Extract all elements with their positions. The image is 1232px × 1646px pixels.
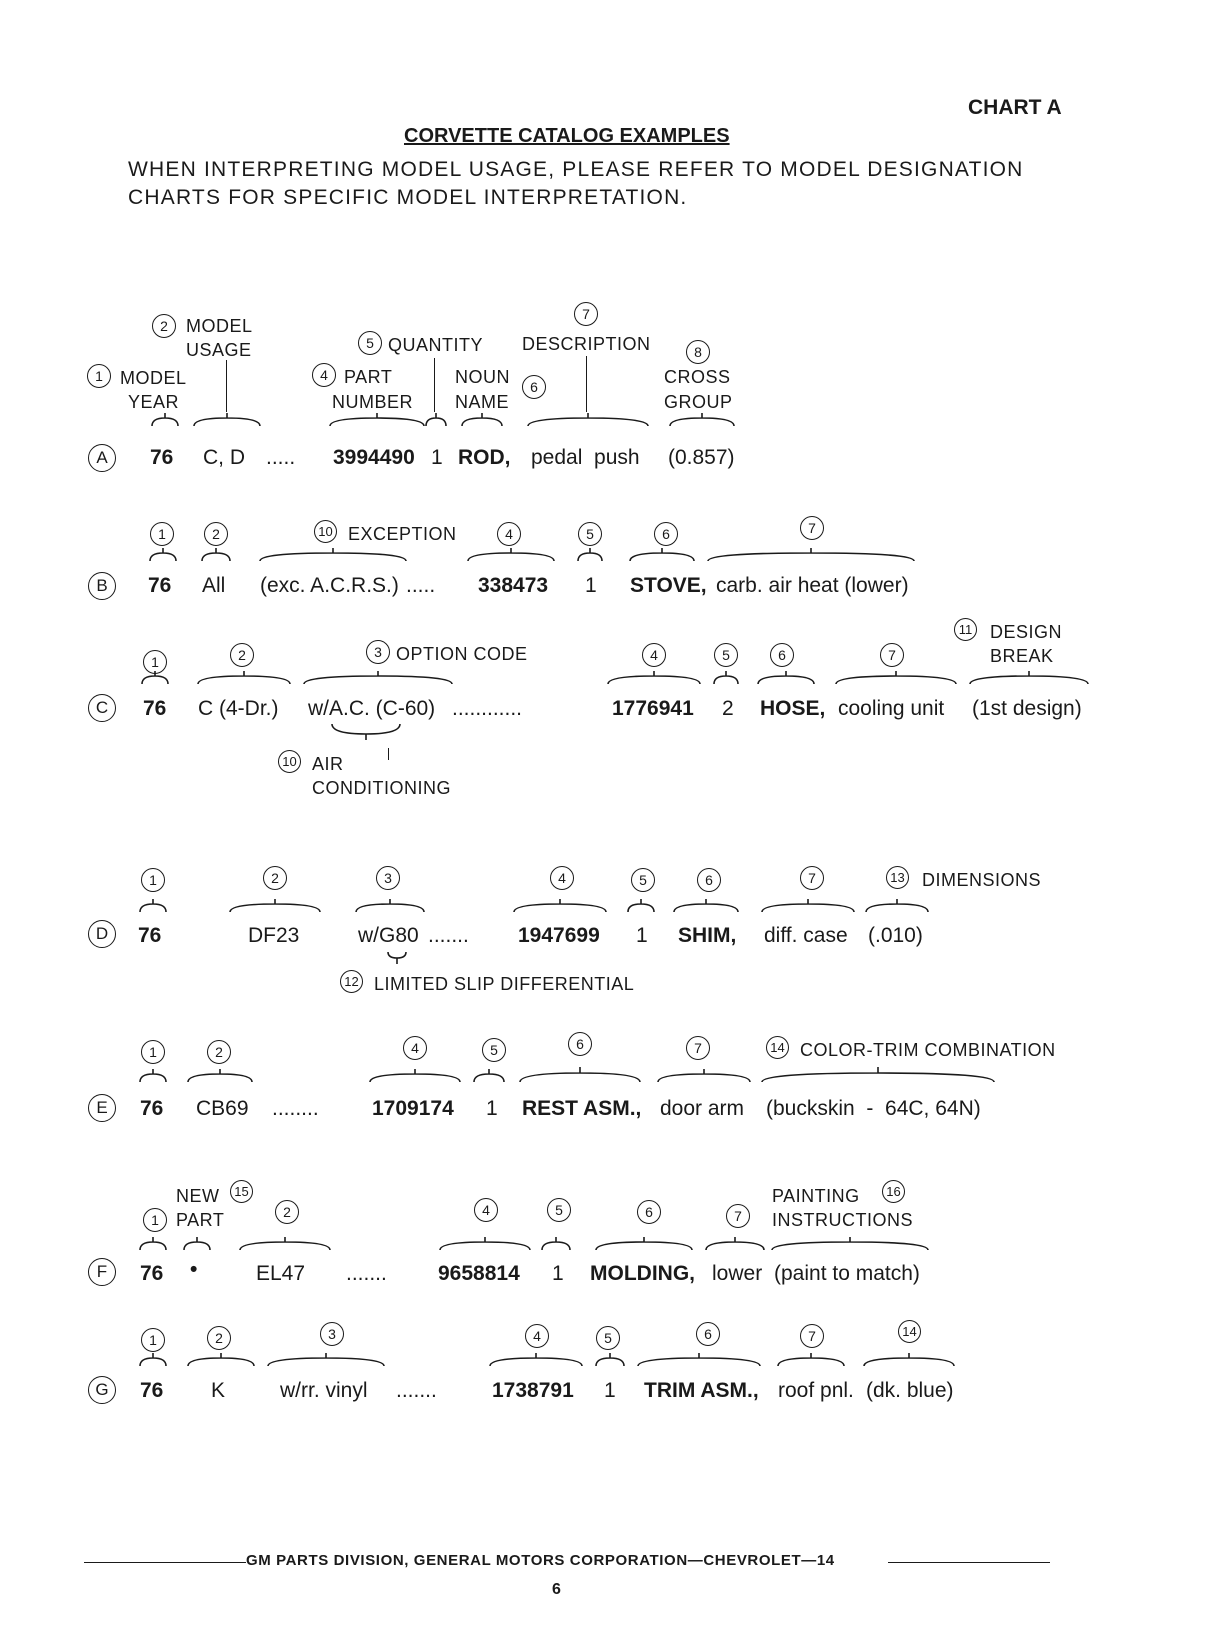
part-number: 1709174: [372, 1097, 454, 1120]
quantity: 1: [486, 1097, 498, 1120]
label-cross-group-2: GROUP: [664, 392, 733, 412]
leader-dots: .......: [396, 1379, 437, 1402]
brace: [196, 670, 292, 686]
brace: [712, 670, 740, 686]
callout-2: 2: [204, 522, 228, 546]
callout-7: 7: [880, 643, 904, 667]
label-quantity: QUANTITY: [388, 335, 484, 355]
callout-10: 10: [314, 520, 337, 543]
brace: [968, 670, 1090, 686]
label-option-code: OPTION CODE: [396, 644, 528, 664]
model-usage: CB69: [196, 1097, 249, 1120]
callout-4: 4: [403, 1036, 427, 1060]
brace: [576, 547, 604, 563]
brace: [756, 670, 816, 686]
callout-1: 1: [143, 650, 167, 674]
callout-16: 16: [882, 1180, 905, 1203]
callout-7: 7: [800, 516, 824, 540]
label-new-part-2: PART: [176, 1210, 225, 1230]
brace: [526, 412, 650, 428]
label-painting-1: PAINTING: [772, 1186, 860, 1206]
brace: [182, 1236, 212, 1252]
callout-4: 4: [312, 363, 336, 387]
brace: [594, 1352, 626, 1368]
model-usage: DF23: [248, 924, 300, 947]
part-number: 338473: [478, 574, 549, 597]
model-year: 76: [150, 446, 174, 469]
brace: [386, 950, 408, 968]
callout-6: 6: [654, 522, 678, 546]
part-number: 1738791: [492, 1379, 574, 1402]
callout-12: 12: [340, 970, 363, 993]
callout-10: 10: [278, 750, 301, 773]
label-noun-name-1: NOUN: [455, 367, 510, 387]
brace: [238, 1236, 332, 1252]
brace: [424, 412, 448, 428]
callout-6: 6: [568, 1032, 592, 1056]
design-break: (1st design): [972, 697, 1082, 720]
callout-7: 7: [726, 1204, 750, 1228]
brace: [330, 722, 402, 748]
brace: [862, 1352, 956, 1368]
brace: [594, 1236, 694, 1252]
brace: [672, 898, 740, 914]
exception: (exc. A.C.R.S.): [260, 574, 399, 597]
callout-4: 4: [474, 1198, 498, 1222]
model-year: 76: [143, 697, 167, 720]
brace: [512, 898, 608, 914]
label-cross-group-1: CROSS: [664, 367, 731, 387]
callout-7: 7: [800, 1324, 824, 1348]
leader-line: [586, 356, 587, 412]
noun-name: HOSE,: [760, 697, 826, 720]
label-painting-2: INSTRUCTIONS: [772, 1210, 913, 1230]
color-trim: (buckskin - 64C, 64N): [766, 1097, 981, 1120]
noun-name: REST ASM.,: [522, 1097, 642, 1120]
footer-text: GM PARTS DIVISION, GENERAL MOTORS CORPORATION—CHEVROLET—14: [246, 1552, 835, 1569]
option-code: w/A.C. (C-60): [308, 697, 436, 720]
row-letter-d: D: [88, 920, 116, 948]
callout-5: 5: [631, 868, 655, 892]
callout-1: 1: [150, 522, 174, 546]
label-model-usage-1: MODEL: [186, 316, 253, 336]
noun-name: ROD,: [458, 446, 511, 469]
brace: [540, 1236, 572, 1252]
intro-line-2: CHARTS FOR SPECIFIC MODEL INTERPRETATION.: [128, 186, 688, 209]
callout-2: 2: [207, 1040, 231, 1064]
brace: [628, 547, 696, 563]
description: carb. air heat (lower): [716, 574, 909, 597]
callout-14: 14: [766, 1036, 789, 1059]
leader-dots: .....: [266, 446, 296, 469]
callout-2: 2: [263, 866, 287, 890]
callout-8: 8: [686, 340, 710, 364]
row-letter-e: E: [88, 1094, 116, 1122]
callout-5: 5: [714, 643, 738, 667]
callout-1: 1: [143, 1208, 167, 1232]
callout-6: 6: [637, 1200, 661, 1224]
label-model-year-2: YEAR: [128, 392, 180, 412]
quantity: 1: [604, 1379, 616, 1402]
brace: [760, 1066, 996, 1084]
model-usage: C (4-Dr.): [198, 697, 279, 720]
row-letter-a: A: [88, 444, 116, 472]
callout-15: 15: [230, 1180, 253, 1203]
model-usage: K: [211, 1379, 226, 1402]
brace: [148, 547, 178, 563]
callout-3: 3: [376, 866, 400, 890]
label-color-trim: COLOR-TRIM COMBINATION: [800, 1040, 1056, 1060]
label-part-number-1: PART: [344, 367, 393, 387]
new-part-bullet: •: [190, 1258, 198, 1281]
brace: [328, 412, 426, 428]
part-number: 3994490: [333, 446, 415, 469]
model-usage: C, D: [203, 446, 245, 469]
brace: [200, 547, 232, 563]
label-air-1: AIR: [312, 754, 344, 774]
row-letter-f: F: [88, 1258, 116, 1286]
brace: [864, 898, 930, 914]
brace: [368, 1068, 462, 1084]
callout-1: 1: [87, 364, 111, 388]
option-code: w/G80: [358, 924, 419, 947]
callout-5: 5: [596, 1326, 620, 1350]
brace: [192, 412, 262, 428]
page-title: CORVETTE CATALOG EXAMPLES: [404, 125, 730, 147]
option-code: w/rr. vinyl: [280, 1379, 368, 1402]
callout-1: 1: [141, 868, 165, 892]
callout-11: 11: [954, 618, 977, 641]
label-model-usage-2: USAGE: [186, 340, 252, 360]
callout-2: 2: [275, 1200, 299, 1224]
brace: [518, 1066, 642, 1084]
model-year: 76: [148, 574, 172, 597]
label-noun-name-2: NAME: [455, 392, 510, 412]
brace: [472, 1068, 506, 1084]
brace: [626, 898, 656, 914]
page-number: 6: [552, 1581, 561, 1598]
footer-rule-left: [84, 1562, 246, 1563]
callout-6: 6: [697, 868, 721, 892]
dimensions: (.010): [868, 924, 923, 947]
brace: [668, 412, 736, 428]
brace: [488, 1352, 584, 1368]
quantity: 2: [722, 697, 734, 720]
label-limited-slip: LIMITED SLIP DIFFERENTIAL: [374, 974, 635, 994]
brace: [138, 1068, 168, 1084]
model-year: 76: [138, 924, 162, 947]
callout-2: 2: [152, 314, 176, 338]
model-usage: EL47: [256, 1262, 306, 1285]
callout-7: 7: [686, 1036, 710, 1060]
callout-1: 1: [141, 1040, 165, 1064]
brace: [466, 547, 556, 563]
callout-4: 4: [497, 522, 521, 546]
brace: [770, 1236, 930, 1252]
cross-group: (0.857): [668, 446, 735, 469]
leader-dots: ........: [272, 1097, 319, 1120]
noun-name: STOVE,: [630, 574, 707, 597]
callout-5: 5: [358, 331, 382, 355]
leader-dots: ............: [452, 697, 523, 720]
callout-4: 4: [550, 866, 574, 890]
model-year: 76: [140, 1379, 164, 1402]
row-letter-c: C: [88, 694, 116, 722]
callout-1: 1: [141, 1328, 165, 1352]
label-part-number-2: NUMBER: [332, 392, 414, 412]
footer-rule-right: [888, 1562, 1050, 1563]
callout-3: 3: [366, 640, 390, 664]
callout-4: 4: [525, 1324, 549, 1348]
label-dimensions: DIMENSIONS: [922, 870, 1042, 890]
callout-7: 7: [574, 302, 598, 326]
intro-line-1: WHEN INTERPRETING MODEL USAGE, PLEASE REFER TO MODEL DESIGNATION: [128, 158, 1024, 181]
brace: [354, 898, 426, 914]
noun-name: MOLDING,: [590, 1262, 695, 1285]
brace: [186, 1352, 256, 1368]
part-number: 1947699: [518, 924, 600, 947]
row-letter-b: B: [88, 572, 116, 600]
callout-6: 6: [522, 375, 546, 399]
brace: [228, 898, 322, 914]
callout-14: 14: [898, 1320, 921, 1343]
row-letter-g: G: [88, 1376, 116, 1404]
callout-5: 5: [578, 522, 602, 546]
brace: [438, 1236, 532, 1252]
label-exception: EXCEPTION: [348, 524, 457, 544]
label-design-break-1: DESIGN: [990, 622, 1063, 642]
brace: [636, 1352, 762, 1368]
description: cooling unit: [838, 697, 945, 720]
painting-instructions: (paint to match): [774, 1262, 920, 1285]
noun-name: SHIM,: [678, 924, 737, 947]
description: lower: [712, 1262, 763, 1285]
brace: [258, 547, 408, 563]
quantity: 1: [636, 924, 648, 947]
color-trim: (dk. blue): [866, 1379, 954, 1402]
brace: [138, 898, 168, 914]
label-air-2: CONDITIONING: [312, 778, 451, 798]
callout-5: 5: [482, 1038, 506, 1062]
callout-7: 7: [800, 866, 824, 890]
callout-6: 6: [696, 1322, 720, 1346]
brace: [138, 1352, 168, 1368]
brace: [140, 670, 170, 686]
leader-dots: .......: [428, 924, 469, 947]
brace: [760, 898, 856, 914]
label-design-break-2: BREAK: [990, 646, 1054, 666]
brace: [186, 1068, 254, 1084]
callout-4: 4: [642, 643, 666, 667]
leader-line: [388, 748, 389, 760]
noun-name: TRIM ASM.,: [644, 1379, 759, 1402]
brace: [138, 1236, 168, 1252]
brace: [704, 1236, 766, 1252]
brace: [834, 670, 958, 686]
brace: [776, 1352, 846, 1368]
leader-line: [434, 358, 435, 412]
leader-dots: .....: [406, 574, 436, 597]
callout-13: 13: [886, 866, 909, 889]
brace: [460, 412, 504, 428]
leader-line: [226, 360, 227, 412]
callout-6: 6: [770, 643, 794, 667]
description: pedal push: [531, 446, 640, 469]
model-year: 76: [140, 1097, 164, 1120]
leader-dots: .......: [346, 1262, 387, 1285]
label-model-year-1: MODEL: [120, 368, 187, 388]
description: diff. case: [764, 924, 848, 947]
quantity: 1: [585, 574, 597, 597]
chart-label: CHART A: [968, 96, 1062, 119]
label-new-part-1: NEW: [176, 1186, 220, 1206]
brace: [606, 670, 702, 686]
callout-2: 2: [230, 643, 254, 667]
description: door arm: [660, 1097, 745, 1120]
label-description: DESCRIPTION: [522, 334, 651, 354]
model-year: 76: [140, 1262, 164, 1285]
callout-5: 5: [547, 1198, 571, 1222]
callout-3: 3: [320, 1322, 344, 1346]
quantity: 1: [552, 1262, 564, 1285]
callout-2: 2: [207, 1326, 231, 1350]
brace: [150, 412, 180, 428]
part-number: 1776941: [612, 697, 694, 720]
part-number: 9658814: [438, 1262, 520, 1285]
description: roof pnl.: [778, 1379, 854, 1402]
brace: [706, 547, 916, 563]
brace: [302, 670, 454, 686]
model-usage: All: [202, 574, 226, 597]
quantity: 1: [431, 446, 443, 469]
brace: [266, 1352, 386, 1368]
brace: [656, 1068, 752, 1084]
